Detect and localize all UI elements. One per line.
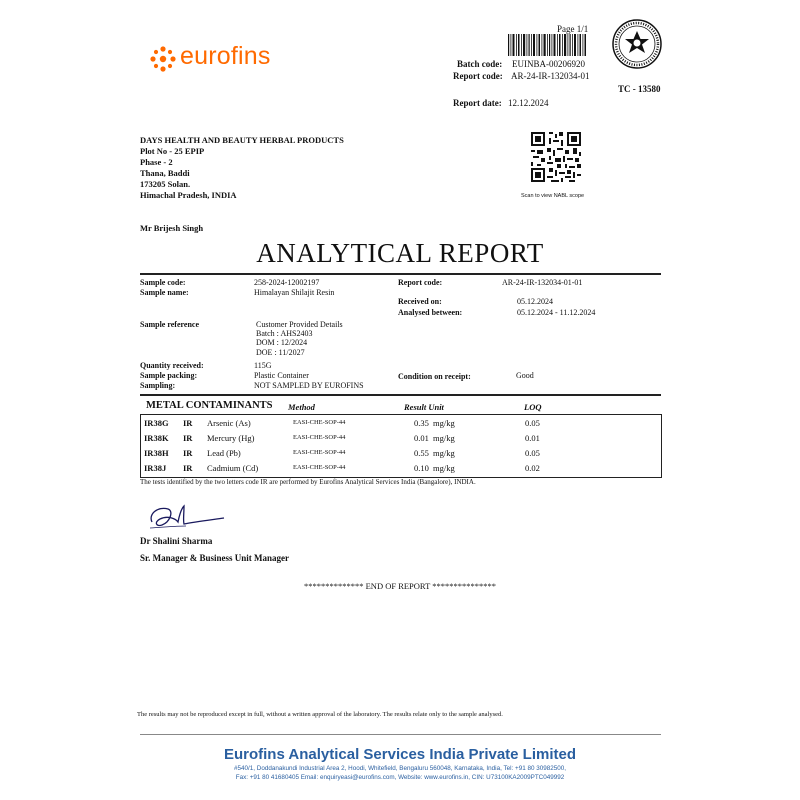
test-code-cell: IR38K bbox=[144, 433, 169, 443]
qr-caption: Scan to view NABL scope bbox=[521, 193, 585, 199]
sampling-label: Sampling: bbox=[140, 381, 176, 390]
analysed-value: 05.12.2024 - 11.12.2024 bbox=[517, 308, 596, 317]
table-row bbox=[141, 463, 661, 476]
result-column-header: Result Unit bbox=[404, 402, 444, 412]
signatory-title: Sr. Manager & Business Unit Manager bbox=[140, 553, 290, 563]
lab-code-cell: IR bbox=[183, 433, 193, 443]
test-code-cell: IR38G bbox=[144, 418, 169, 428]
eurofins-logo bbox=[150, 44, 290, 74]
seal-code: TC - 13580 bbox=[618, 84, 661, 94]
eurofins-dots-icon bbox=[150, 46, 176, 72]
barcode-icon bbox=[508, 34, 586, 56]
packing-value: Plastic Container bbox=[254, 371, 309, 380]
client-address bbox=[140, 135, 344, 201]
client-line: DAYS HEALTH AND BEAUTY HERBAL PRODUCTS bbox=[140, 135, 344, 145]
divider bbox=[140, 273, 661, 275]
reference-line: DOE : 11/2027 bbox=[256, 347, 305, 357]
unit-cell: mg/kg bbox=[433, 433, 455, 443]
sampling-value: NOT SAMPLED BY EUROFINS bbox=[254, 381, 364, 390]
metals-table bbox=[140, 414, 662, 478]
report-title: ANALYTICAL REPORT bbox=[256, 238, 544, 268]
nabl-seal-icon bbox=[611, 18, 663, 70]
loq-cell: 0.02 bbox=[525, 463, 540, 473]
analyte-cell: Lead (Pb) bbox=[207, 448, 241, 458]
method-cell: EASI-CHE-SOP-44 bbox=[293, 449, 346, 456]
footer-divider bbox=[140, 734, 661, 735]
sample-code-value: 258-2024-12002197 bbox=[254, 278, 320, 287]
report-code-value-2: AR-24-IR-132034-01-01 bbox=[502, 278, 583, 287]
client-line: Himachal Pradesh, INDIA bbox=[140, 190, 237, 200]
signature-image bbox=[146, 500, 226, 534]
footer-address-line: Fax: +91 80 41680405 Email: enquiryeasi@eurofins.com, Website: www.eurofins.in, CIN: U73100KA2009PTC049992 bbox=[235, 774, 565, 781]
condition-label: Condition on receipt: bbox=[398, 372, 471, 381]
table-row bbox=[141, 448, 661, 461]
signatory-name: Dr Shalini Sharma bbox=[140, 536, 213, 546]
loq-cell: 0.05 bbox=[525, 418, 540, 428]
quantity-label: Quantity received: bbox=[140, 361, 204, 370]
result-cell: 0.35 bbox=[414, 418, 429, 428]
unit-cell: mg/kg bbox=[433, 418, 455, 428]
reference-line: DOM : 12/2024 bbox=[256, 338, 308, 348]
analysed-label: Analysed between: bbox=[398, 308, 463, 317]
client-line: Plot No - 25 EPIP bbox=[140, 146, 205, 156]
unit-cell: mg/kg bbox=[433, 463, 455, 473]
page-label: Page 1/1 bbox=[557, 24, 589, 34]
report-code-value: AR-24-IR-132034-01 bbox=[511, 71, 590, 81]
test-code-cell: IR38J bbox=[144, 463, 167, 473]
disclaimer: The results may not be reproduced except in full, without a written approval of the laboratory. The results relate only to the sample analysed. bbox=[137, 711, 503, 718]
client-line: Phase - 2 bbox=[140, 157, 173, 167]
loq-cell: 0.01 bbox=[525, 433, 540, 443]
loq-cell: 0.05 bbox=[525, 448, 540, 458]
report-code-label-2: Report code: bbox=[398, 278, 443, 287]
footer-company: Eurofins Analytical Services India Private Limited bbox=[223, 746, 577, 763]
sample-reference-value bbox=[256, 320, 343, 357]
condition-value: Good bbox=[516, 371, 534, 380]
lab-code-cell: IR bbox=[183, 418, 193, 428]
received-label: Received on: bbox=[398, 297, 442, 306]
method-cell: EASI-CHE-SOP-44 bbox=[293, 464, 346, 471]
method-cell: EASI-CHE-SOP-44 bbox=[293, 419, 346, 426]
unit-cell: mg/kg bbox=[433, 448, 455, 458]
lab-note: The tests identified by the two letters code IR are performed by Eurofins Analytical Services India (Bangalore), INDIA. bbox=[140, 478, 476, 486]
sample-name-label: Sample name: bbox=[140, 288, 189, 297]
client-line: 173205 Solan. bbox=[140, 179, 191, 189]
lab-code-cell: IR bbox=[183, 463, 193, 473]
result-cell: 0.10 bbox=[414, 463, 429, 473]
analyte-cell: Mercury (Hg) bbox=[207, 433, 255, 443]
report-code-label: Report code: bbox=[453, 71, 503, 81]
packing-label: Sample packing: bbox=[140, 371, 198, 380]
analyte-cell: Cadmium (Cd) bbox=[207, 463, 259, 473]
method-cell: EASI-CHE-SOP-44 bbox=[293, 434, 346, 441]
client-contact: Mr Brijesh Singh bbox=[140, 223, 204, 233]
brand-name: eurofins bbox=[180, 42, 271, 70]
sample-code-label: Sample code: bbox=[140, 278, 186, 287]
quantity-value: 115G bbox=[254, 361, 272, 370]
end-of-report: ************** END OF REPORT *************** bbox=[303, 581, 496, 591]
divider bbox=[140, 394, 661, 396]
client-line: Thana, Baddi bbox=[140, 168, 190, 178]
report-date-value: 12.12.2024 bbox=[508, 98, 549, 108]
table-row bbox=[141, 418, 661, 431]
footer-address-line: #540/1, Doddanakundi Industrial Area 2, Hoodi, Whitefield, Bengaluru 560048, Karnataka, India, Tel: +91 80 30982500, bbox=[234, 765, 566, 772]
loq-column-header: LOQ bbox=[524, 402, 542, 412]
received-value: 05.12.2024 bbox=[517, 297, 553, 306]
result-cell: 0.55 bbox=[414, 448, 429, 458]
table-row bbox=[141, 433, 661, 446]
report-date-label: Report date: bbox=[453, 98, 502, 108]
reference-line: Batch : AHS2403 bbox=[256, 329, 313, 339]
sample-reference-label: Sample reference bbox=[140, 320, 200, 329]
method-column-header: Method bbox=[288, 402, 315, 412]
lab-code-cell: IR bbox=[183, 448, 193, 458]
analyte-cell: Arsenic (As) bbox=[207, 418, 251, 428]
batch-code-value: EUINBA-00206920 bbox=[512, 59, 585, 69]
reference-line: Customer Provided Details bbox=[256, 320, 343, 329]
result-cell: 0.01 bbox=[414, 433, 429, 443]
test-code-cell: IR38H bbox=[144, 448, 169, 458]
metals-heading: METAL CONTAMINANTS bbox=[146, 400, 273, 411]
sample-name-value: Himalayan Shilajit Resin bbox=[254, 288, 335, 297]
batch-code-label: Batch code: bbox=[457, 59, 503, 69]
qr-code-icon[interactable] bbox=[531, 132, 581, 182]
